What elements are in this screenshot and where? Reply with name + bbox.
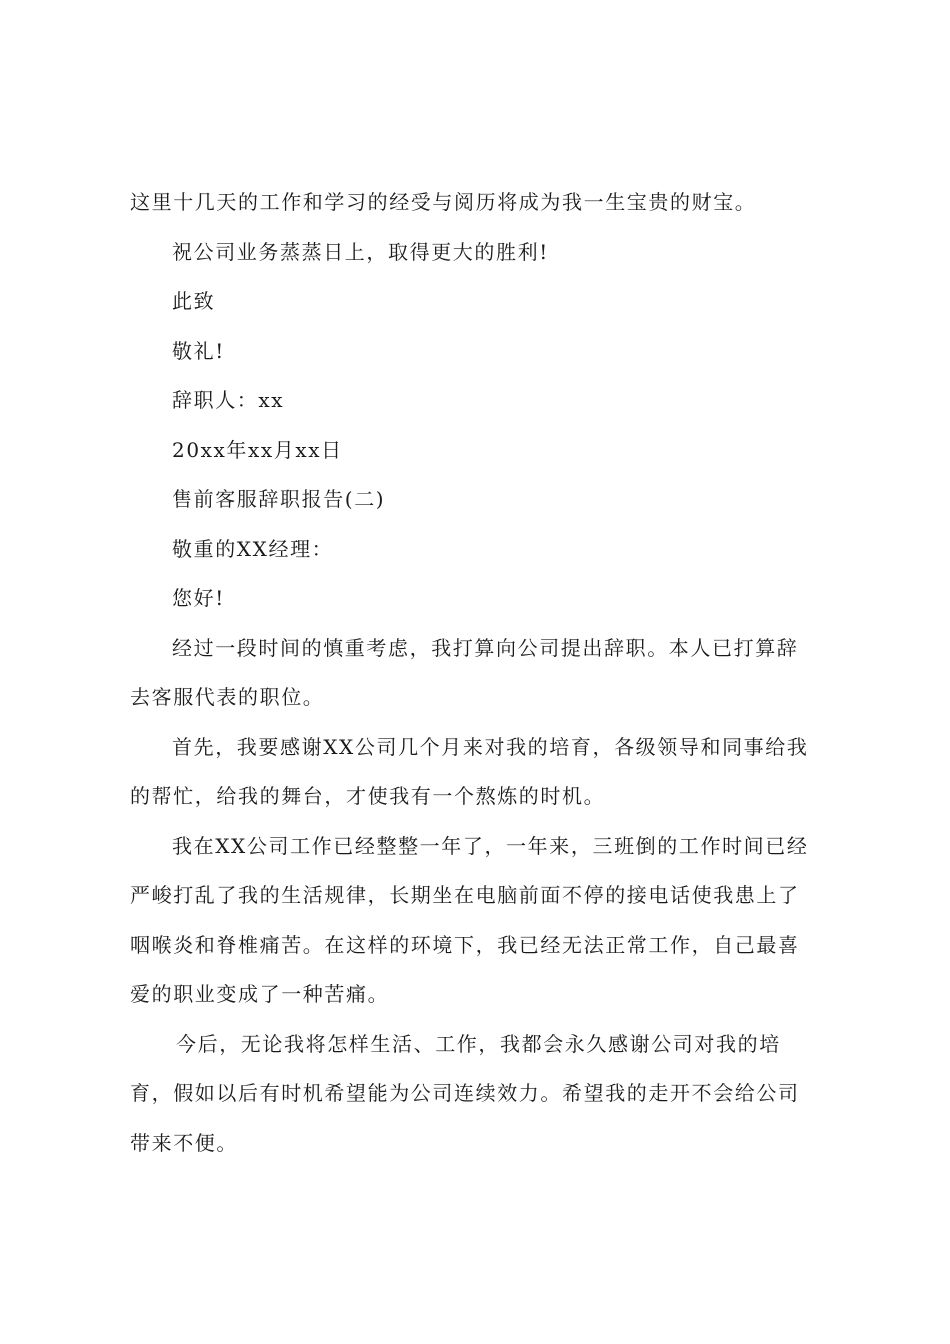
closing-salutation: 此致 [172, 289, 216, 313]
salutation: 敬重的XX经理： [172, 536, 334, 561]
text-line: 严峻打乱了我的生活规律，长期坐在电脑前面不停的接电话使我患上了 [130, 883, 800, 907]
text-line: 的帮忙，给我的舞台，才使我有一个熬炼的时机。 [130, 784, 606, 808]
text-line: 经过一段时间的慎重考虑，我打算向公司提出辞职。本人已打算辞 [172, 635, 799, 660]
text-line: 带来不便。 [130, 1130, 238, 1155]
text-line: 爱的职业变成了一种苦痛。 [130, 982, 390, 1006]
section-title: 售前客服辞职报告(二) [172, 487, 386, 511]
text-line: 祝公司业务蒸蒸日上，取得更大的胜利! [172, 239, 549, 264]
text-line: 我在XX公司工作已经整整一年了，一年来，三班倒的工作时间已经 [172, 833, 809, 858]
closing-regards: 敬礼! [172, 338, 225, 363]
greeting: 您好! [172, 586, 225, 610]
text-line: 咽喉炎和脊椎痛苦。在这样的环境下，我已经无法正常工作，自己最喜 [130, 932, 800, 957]
date-line: 20xx年xx月xx日 [172, 437, 343, 462]
document-body [130, 178, 830, 1168]
signature-line: 辞职人：xx [172, 388, 285, 412]
text-line: 今后，无论我将怎样生活、工作，我都会永久感谢公司对我的培 [176, 1031, 781, 1056]
text-line: 育，假如以后有时机希望能为公司连续效力。希望我的走开不会给公司 [130, 1081, 800, 1105]
text-line: 这里十几天的工作和学习的经受与阅历将成为我一生宝贵的财宝。 [130, 190, 757, 214]
text-line: 首先，我要感谢XX公司几个月来对我的培育，各级领导和同事给我 [172, 734, 809, 759]
text-line: 去客服代表的职位。 [130, 685, 325, 709]
